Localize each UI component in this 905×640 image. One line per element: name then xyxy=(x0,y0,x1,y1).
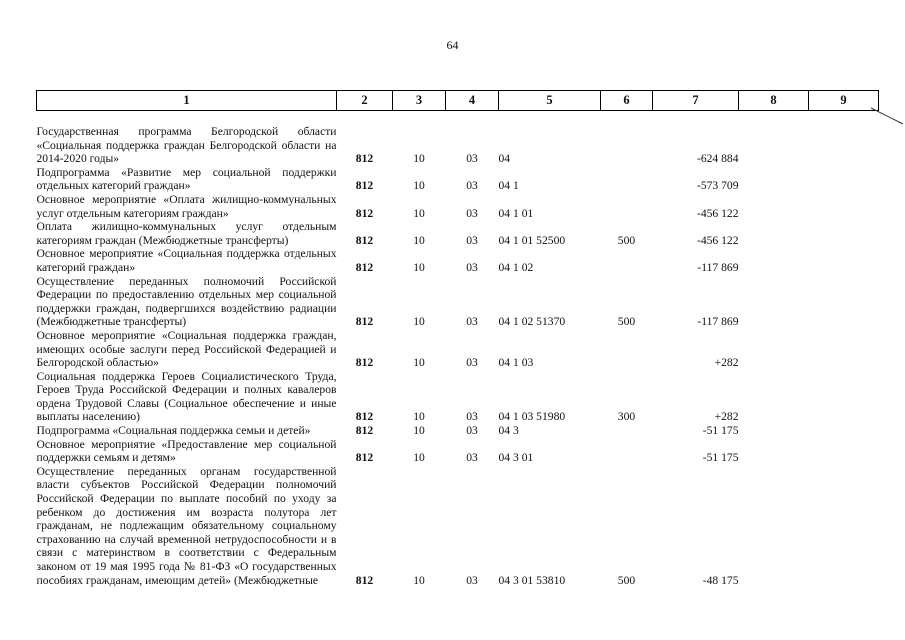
cell-expense-type xyxy=(601,329,653,370)
row-description: Основное мероприятие «Предоставление мер социальной поддержки семьям и детям» xyxy=(36,437,337,465)
table-row xyxy=(37,329,879,370)
cell-target-article: 04 1 02 51370 xyxy=(498,315,566,329)
cell-subsection: 03 xyxy=(466,410,478,424)
column-header-3: 3 xyxy=(393,91,446,111)
cell-section: 10 xyxy=(413,233,425,247)
cell-col-9 xyxy=(809,275,879,329)
cell-subsection: 03 xyxy=(466,179,478,193)
budget-table xyxy=(36,90,879,587)
cell-subsection: 03 xyxy=(466,233,478,247)
cell-admin-code: 812 xyxy=(355,410,374,424)
cell-expense-type: 500 xyxy=(617,315,636,329)
cell-section: 10 xyxy=(413,152,425,166)
cell-section: 10 xyxy=(413,424,425,438)
cell-col-9 xyxy=(809,166,879,193)
table-row xyxy=(37,424,879,438)
cell-col-9 xyxy=(809,220,879,247)
cell-target-article: 04 1 01 xyxy=(498,206,534,220)
table-row xyxy=(37,220,879,247)
row-description: Основное мероприятие «Социальная поддержка отдельных категорий граждан» xyxy=(36,247,337,274)
cell-section: 10 xyxy=(413,410,425,424)
page-number: 64 xyxy=(446,38,459,52)
cell-amount: -51 175 xyxy=(702,451,739,465)
cell-col-8 xyxy=(739,247,809,274)
cell-amount: -48 175 xyxy=(702,573,739,587)
cell-admin-code: 812 xyxy=(355,179,374,193)
cell-target-article: 04 1 01 52500 xyxy=(498,233,566,247)
cell-col-9 xyxy=(809,247,879,274)
cell-col-8 xyxy=(739,438,809,465)
cell-amount: -117 869 xyxy=(697,315,739,329)
cell-amount: -624 884 xyxy=(696,152,739,166)
cell-admin-code: 812 xyxy=(355,424,374,438)
cell-target-article: 04 1 xyxy=(498,179,519,193)
cell-target-article: 04 1 02 xyxy=(498,260,534,274)
cell-subsection: 03 xyxy=(466,573,478,587)
cell-amount: -573 709 xyxy=(696,179,739,193)
cell-expense-type xyxy=(601,247,653,274)
cell-section: 10 xyxy=(413,315,425,329)
row-description: Подпрограмма «Социальная поддержка семьи и детей» xyxy=(36,424,311,438)
cell-subsection: 03 xyxy=(466,260,478,274)
cell-col-8 xyxy=(739,193,809,220)
column-header-5: 5 xyxy=(499,91,601,111)
cell-target-article: 04 xyxy=(498,152,511,166)
cell-col-8 xyxy=(739,329,809,370)
cell-section: 10 xyxy=(413,179,425,193)
cell-target-article: 04 1 03 51980 xyxy=(498,410,566,424)
cell-section: 10 xyxy=(413,260,425,274)
cell-col-9 xyxy=(809,193,879,220)
cell-admin-code: 812 xyxy=(355,573,374,587)
cell-amount: -51 175 xyxy=(702,424,739,438)
cell-target-article: 04 3 01 xyxy=(498,451,534,465)
table-row xyxy=(37,465,879,587)
row-description: Государственная программа Белгородской области «Социальная поддержка граждан Белгородской области на 2014-2020 годы» xyxy=(36,125,337,166)
cell-col-9 xyxy=(809,370,879,424)
table-row xyxy=(37,166,879,193)
column-header-9: 9 xyxy=(809,91,879,111)
table-row xyxy=(37,370,879,424)
table-row xyxy=(37,247,879,274)
cell-admin-code: 812 xyxy=(355,451,374,465)
cell-section: 10 xyxy=(413,356,425,370)
cell-section: 10 xyxy=(413,206,425,220)
cell-col-8 xyxy=(739,166,809,193)
table-row xyxy=(37,193,879,220)
cell-expense-type xyxy=(601,166,653,193)
cell-col-8 xyxy=(739,220,809,247)
cell-amount: -456 122 xyxy=(696,206,739,220)
cell-expense-type: 300 xyxy=(617,410,636,424)
cell-amount: +282 xyxy=(714,410,739,424)
cell-col-9 xyxy=(809,438,879,465)
cell-col-8 xyxy=(739,465,809,587)
cell-admin-code: 812 xyxy=(355,260,374,274)
row-description: Социальная поддержка Героев Социалистического Труда, Героев Труда Российской Федерации и полных кавалеров ордена Трудовой Славы (Социальное обеспечение и иные выплаты населению) xyxy=(36,369,337,424)
cell-subsection: 03 xyxy=(466,424,478,438)
cell-expense-type xyxy=(601,125,653,166)
cell-subsection: 03 xyxy=(466,451,478,465)
cell-expense-type xyxy=(601,438,653,465)
cell-col-9 xyxy=(809,125,879,166)
cell-section: 10 xyxy=(413,573,425,587)
column-header-2: 2 xyxy=(337,91,393,111)
cell-subsection: 03 xyxy=(466,152,478,166)
cell-expense-type xyxy=(601,424,653,438)
row-description: Осуществление переданных полномочий Российской Федерации по предоставлению отдельных мер социальной поддержки граждан, подвергшихся воздействию радиации (Межбюджетные трансферты) xyxy=(36,274,337,329)
header-row xyxy=(37,91,879,111)
column-header-6: 6 xyxy=(601,91,653,111)
cell-subsection: 03 xyxy=(466,356,478,370)
table-row xyxy=(37,275,879,329)
cell-target-article: 04 3 xyxy=(498,424,519,438)
row-description: Подпрограмма «Развитие мер социальной поддержки отдельных категорий граждан» xyxy=(36,165,337,193)
cell-col-9 xyxy=(809,465,879,587)
cell-section: 10 xyxy=(413,451,425,465)
cell-col-8 xyxy=(739,370,809,424)
cell-amount: -456 122 xyxy=(696,233,739,247)
cell-col-8 xyxy=(739,275,809,329)
row-description: Оплата жилищно-коммунальных услуг отдельным категориям граждан (Межбюджетные трансферты) xyxy=(36,220,337,247)
row-description: Осуществление переданных органам государственной власти субъектов Российской Федерации полномочий Российской Федерации по выплате пособий по уходу за ребенком до достижения им возраста полутора лет гражданам, не подлежащим обязательному социальному страхованию на случай временной нетрудоспособности и в связи с материнством в соответствии с Федеральным законом от 19 мая 1995 года № 81-ФЗ «О государственных пособиях гражданам, имеющим детей» (Межбюджетные xyxy=(36,464,337,587)
row-description: Основное мероприятие «Оплата жилищно-коммунальных услуг отдельным категориям граждан» xyxy=(36,192,337,220)
cell-col-9 xyxy=(809,329,879,370)
cell-amount: +282 xyxy=(714,356,739,370)
cell-expense-type: 500 xyxy=(617,573,636,587)
cell-target-article: 04 1 03 xyxy=(498,356,534,370)
cell-admin-code: 812 xyxy=(355,315,374,329)
column-header-7: 7 xyxy=(653,91,739,111)
cell-admin-code: 812 xyxy=(355,356,374,370)
table-row xyxy=(37,438,879,465)
cell-subsection: 03 xyxy=(466,206,478,220)
cell-col-9 xyxy=(809,424,879,438)
column-header-1: 1 xyxy=(37,91,337,111)
cell-amount: -117 869 xyxy=(697,260,739,274)
column-header-8: 8 xyxy=(739,91,809,111)
cell-expense-type: 500 xyxy=(617,233,636,247)
row-description: Основное мероприятие «Социальная поддержка граждан, имеющих особые заслуги перед Российской Федерацией и Белгородской областью» xyxy=(36,328,337,370)
cell-col-8 xyxy=(739,125,809,166)
cell-admin-code: 812 xyxy=(355,152,374,166)
table-row xyxy=(37,125,879,166)
cell-admin-code: 812 xyxy=(355,206,374,220)
cell-expense-type xyxy=(601,193,653,220)
cell-subsection: 03 xyxy=(466,315,478,329)
cell-admin-code: 812 xyxy=(355,233,374,247)
scan-line-mark xyxy=(869,106,905,126)
cell-col-8 xyxy=(739,424,809,438)
cell-target-article: 04 3 01 53810 xyxy=(498,573,566,587)
column-header-4: 4 xyxy=(446,91,499,111)
